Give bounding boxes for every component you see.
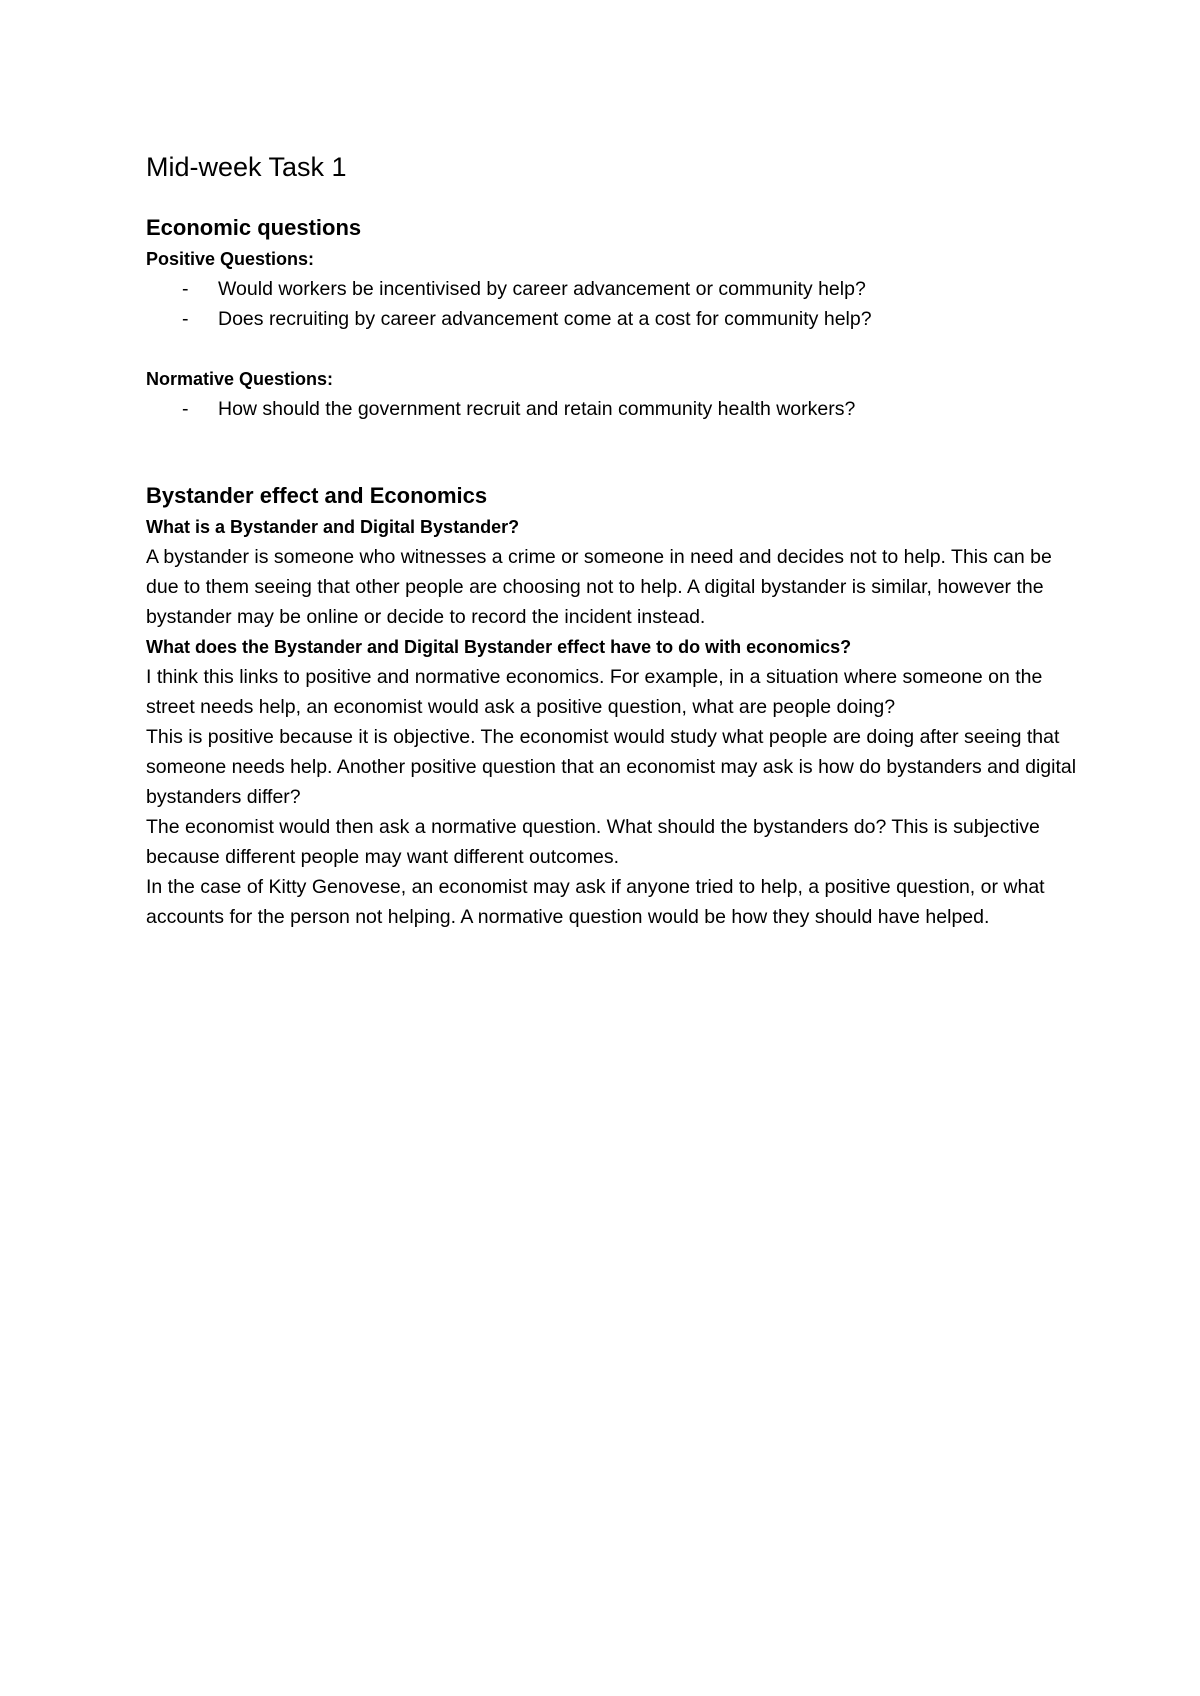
body-paragraph: The economist would then ask a normative question. What should the bystanders do? This is subjective because different people may want different outcomes. [146,816,1040,868]
positive-questions-list [146,274,1086,334]
normative-questions-list [146,394,1086,424]
list-item-text: Does recruiting by career advancement come at a cost for community help? [218,308,872,330]
spacer [146,424,1086,482]
body-paragraph: This is positive because it is objective. The economist would study what people are doing after seeing that someone needs help. Another positive question that an economist may ask is how do bystanders and digital bystanders differ? [146,726,1077,808]
list-item [146,274,1086,304]
bullet-dash: - [182,308,189,330]
body-paragraph: I think this links to positive and normative economics. For example, in a situation where someone on the street needs help, an economist would ask a positive question, what are people doing? [146,666,1043,718]
bullet-dash: - [182,278,189,300]
list-item-text: How should the government recruit and retain community health workers? [218,398,856,420]
positive-questions-label: Positive Questions: [146,249,315,269]
page-title: Mid-week Task 1 [146,152,347,182]
document-body [146,150,1086,932]
section-heading-bystander: Bystander effect and Economics [146,483,488,508]
bullet-dash: - [182,398,189,420]
section-heading-economic-questions: Economic questions [146,215,362,240]
spacer [146,334,1086,364]
answer-paragraph: A bystander is someone who witnesses a crime or someone in need and decides not to help. This can be due to them seeing that other people are choosing not to help. A digital bystander is similar, however the bystander may be online or decide to record the incident instead. [146,546,1052,628]
question-what-is-bystander: What is a Bystander and Digital Bystander? [146,517,520,537]
list-item-text: Would workers be incentivised by career advancement or community help? [218,278,866,300]
list-item [146,394,1086,424]
normative-questions-label: Normative Questions: [146,369,334,389]
body-paragraph: In the case of Kitty Genovese, an economist may ask if anyone tried to help, a positive question, or what accounts for the person not helping. A normative question would be how they should have helped. [146,876,1045,928]
question-bystander-economics: What does the Bystander and Digital Bystander effect have to do with economics? [146,637,852,657]
list-item [146,304,1086,334]
